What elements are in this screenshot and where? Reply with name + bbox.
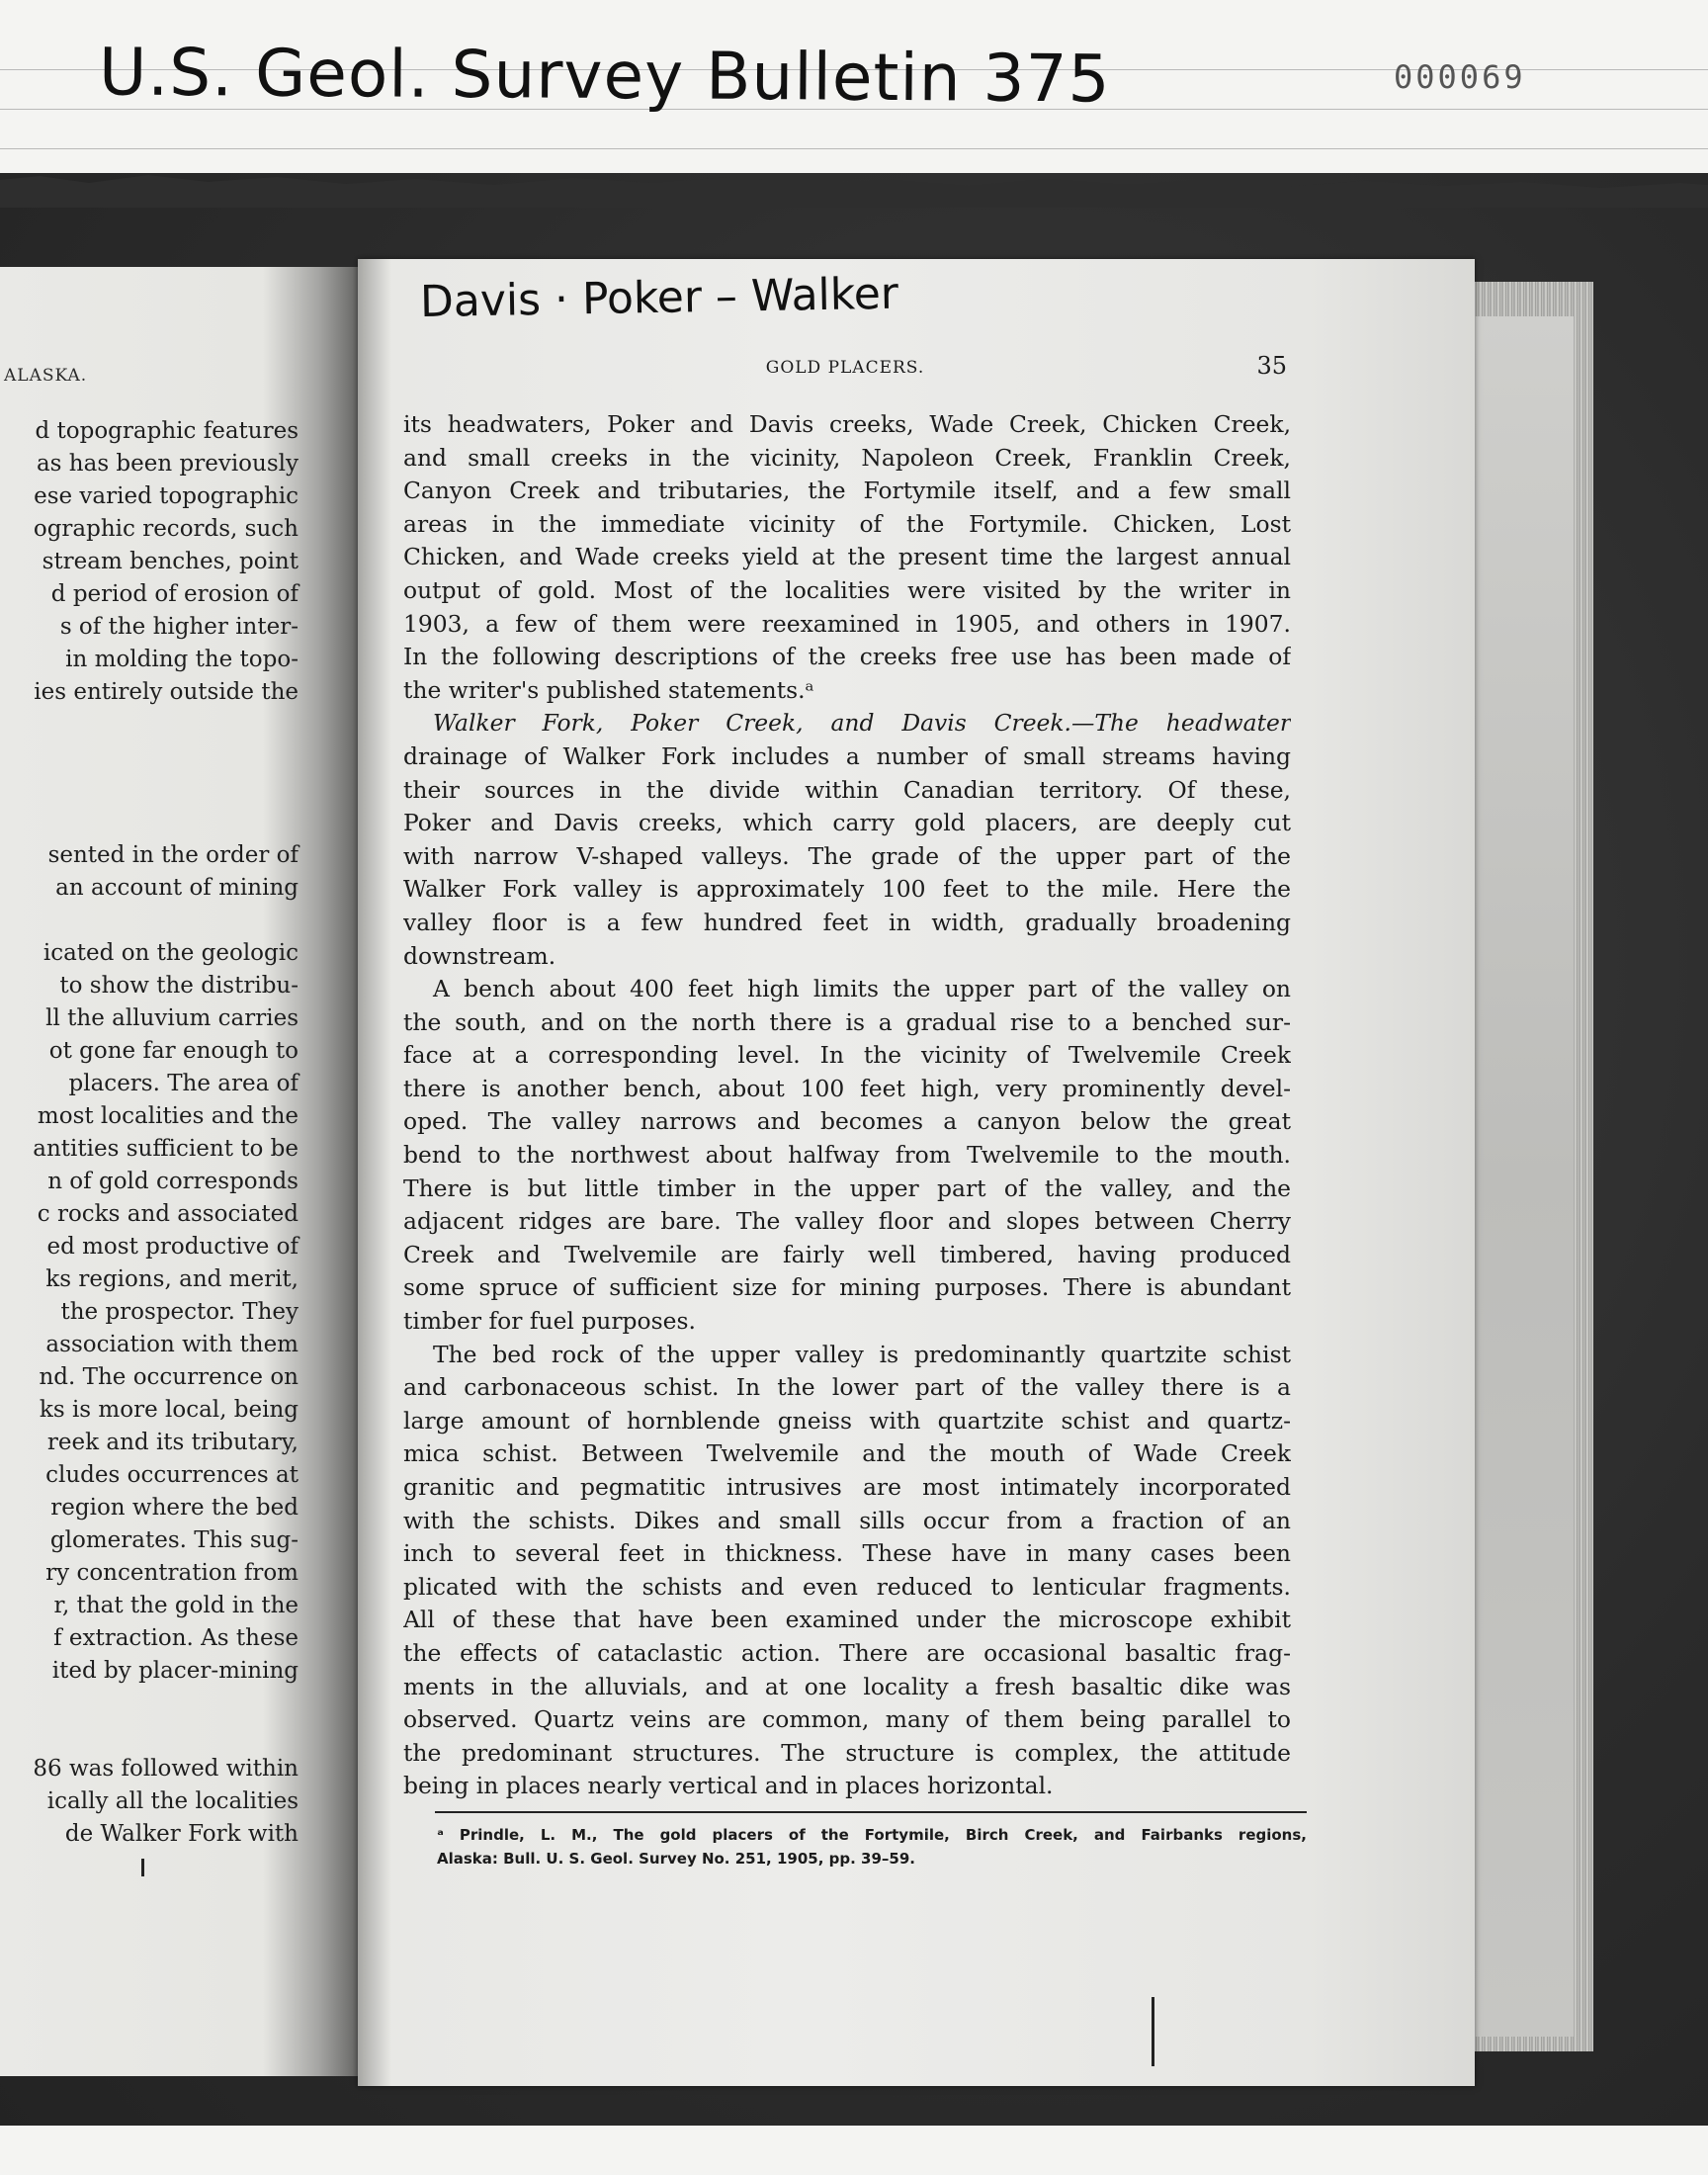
left-page-line: ot gone far enough to [48, 1038, 299, 1064]
left-page-line: in molding the topo- [65, 647, 299, 672]
left-page-line: stream benches, point [42, 549, 299, 574]
left-page-line: ry concentration from [45, 1560, 299, 1586]
left-page-line: an account of mining [55, 875, 299, 901]
text-line: face at a corresponding level. In the vicinity of Twelvemile Creek [403, 1041, 1291, 1070]
left-page-line: s of the higher inter- [59, 614, 299, 640]
text-line: output of gold. Most of the localities were visited by the writer in [403, 575, 1291, 604]
text-line: adjacent ridges are bare. The valley floor and slopes between Cherry [403, 1207, 1291, 1236]
text-line: with the schists. Dikes and small sills occur from a fraction of an [403, 1506, 1291, 1534]
text-line: the effects of cataclastic action. There are occasional basaltic frag- [403, 1638, 1291, 1667]
text-line: The bed rock of the upper valley is predominantly quartzite schist [433, 1340, 1291, 1368]
text-line: there is another bench, about 100 feet high, very prominently devel- [403, 1074, 1291, 1102]
left-page-text [0, 415, 299, 1851]
left-page-line: ll the alluvium carries [45, 1005, 299, 1031]
left-page-line: 86 was followed within [33, 1756, 299, 1782]
text-line: Canyon Creek and tributaries, the Fortymile itself, and a few small [403, 477, 1291, 505]
text-line: mica schist. Between Twelvemile and the mouth of Wade Creek [403, 1439, 1291, 1468]
torn-paper-edge [0, 158, 1708, 208]
text-line: large amount of hornblende gneiss with quartzite schist and quartz- [403, 1406, 1291, 1435]
left-page-line: ically all the localities [46, 1788, 299, 1814]
text-line: valley floor is a few hundred feet in width, gradually broadening [403, 908, 1291, 936]
left-page-line: d period of erosion of [50, 581, 299, 607]
stamp-number: 000069 [1394, 58, 1526, 96]
paragraph [403, 973, 1291, 1339]
text-line: its headwaters, Poker and Davis creeks, Wade Creek, Chicken Creek, [403, 410, 1291, 438]
footnote-line: ᵃ Prindle, L. M., The gold placers of the Fortymile, Birch Creek, and Fairbanks regions, [437, 1826, 1307, 1844]
left-page-line: c rocks and associated [37, 1201, 299, 1227]
left-page-line: ks regions, and merit, [45, 1266, 299, 1292]
text-line: All of these that have been examined under the microscope exhibit [403, 1606, 1291, 1634]
handwritten-title: U.S. Geol. Survey Bulletin 375 [98, 34, 1111, 118]
body-text [403, 408, 1291, 1803]
left-page-line: icated on the geologic [43, 940, 299, 966]
left-page-line: reek and its tributary, [46, 1430, 299, 1455]
paragraph [403, 1339, 1291, 1803]
footnote [437, 1823, 1307, 1870]
footnote-line: Alaska: Bull. U. S. Geol. Survey No. 251, 1905, pp. 39–59. [437, 1850, 915, 1868]
handwritten-subject: Davis · Poker – Walker [419, 268, 899, 328]
text-line: granitic and pegmatitic intrusives are most intimately incorporated [403, 1473, 1291, 1501]
left-page-line [0, 905, 299, 937]
paragraph [403, 707, 1291, 973]
left-page-line: ks is more local, being [39, 1397, 299, 1423]
left-page-line: region where the bed [50, 1495, 299, 1521]
text-line: ments in the alluvials, and at one locality a fresh basaltic dike was [403, 1672, 1291, 1700]
text-line: the south, and on the north there is a gradual rise to a benched sur- [403, 1007, 1291, 1036]
text-line: the writer's published statements.ᵃ [403, 675, 814, 704]
left-page-line: the prospector. They [60, 1299, 299, 1325]
left-page-line: to show the distribu- [59, 973, 299, 999]
text-line: areas in the immediate vicinity of the Fortymile. Chicken, Lost [403, 509, 1291, 538]
text-line: their sources in the divide within Canadian territory. Of these, [403, 775, 1291, 804]
text-line: Chicken, and Wade creeks yield at the present time the largest annual [403, 543, 1291, 571]
text-line: inch to several feet in thickness. These have in many cases been [403, 1539, 1291, 1568]
text-line: Walker Fork valley is approximately 100 feet to the mile. Here the [403, 875, 1291, 904]
left-page-line: n of gold corresponds [47, 1169, 299, 1194]
footnote-rule [435, 1811, 1307, 1813]
text-line: drainage of Walker Fork includes a number of small streams having [403, 741, 1291, 770]
left-page-line: ies entirely outside the [34, 679, 299, 705]
left-page-line: cludes occurrences at [45, 1462, 299, 1488]
text-line: the predominant structures. The structure is complex, the attitude [403, 1738, 1291, 1767]
left-page-line: ited by placer-mining [51, 1658, 299, 1684]
running-head: GOLD PLACERS. [765, 358, 925, 378]
text-line: plicated with the schists and even reduced to lenticular fragments. [403, 1572, 1291, 1601]
text-line: timber for fuel purposes. [403, 1307, 696, 1336]
text-line: with narrow V-shaped valleys. The grade of the upper part of the [403, 841, 1291, 870]
book-page-block [1465, 316, 1574, 2037]
text-line: observed. Quartz veins are common, many of them being parallel to [403, 1705, 1291, 1734]
text-line: bend to the northwest about halfway from Twelvemile to the mouth. [403, 1141, 1291, 1170]
page-number: 35 [1256, 352, 1287, 380]
left-page-line: ese varied topographic [34, 483, 299, 509]
left-running-head: ALASKA. [4, 366, 88, 386]
pen-mark [1152, 1997, 1154, 2066]
paragraph [403, 408, 1291, 707]
text-line: downstream. [403, 941, 556, 970]
left-page-line: glomerates. This sug- [49, 1527, 299, 1553]
left-page-line: ed most productive of [46, 1234, 299, 1260]
left-page-line: as has been previously [36, 451, 299, 477]
left-page-line [0, 709, 299, 741]
left-page-line [0, 807, 299, 839]
left-page-line: de Walker Fork with [64, 1821, 299, 1847]
left-page-line: f extraction. As these [53, 1625, 299, 1651]
left-page-line [0, 1720, 299, 1753]
left-page-line [0, 741, 299, 774]
left-page-line: d topographic features [35, 418, 299, 444]
left-page-line: r, that the gold in the [53, 1593, 299, 1618]
left-page-line [0, 1688, 299, 1720]
ruled-line [0, 148, 1708, 149]
text-line: Creek and Twelvemile are fairly well timbered, having produced [403, 1240, 1291, 1268]
left-page-line [0, 774, 299, 807]
left-page-line: ographic records, such [33, 516, 299, 542]
left-page [0, 267, 376, 2076]
text-line: and carbonaceous schist. In the lower part of the valley there is a [403, 1373, 1291, 1402]
left-page-line: association with them [45, 1332, 299, 1357]
text-line: some spruce of sufficient size for mining purposes. There is abundant [403, 1273, 1291, 1302]
text-line: There is but little timber in the upper part of the valley, and the [403, 1174, 1291, 1202]
pen-mark [141, 1859, 144, 1876]
left-page-line: sented in the order of [47, 842, 299, 868]
left-page-line: antities sufficient to be [33, 1136, 299, 1162]
left-page-line: placers. The area of [68, 1071, 299, 1096]
text-line: In the following descriptions of the creeks free use has been made of [403, 643, 1291, 671]
text-line: Walker Fork, Poker Creek, and Davis Creek.—The headwater [433, 709, 1291, 738]
text-line: A bench about 400 feet high limits the upper part of the valley on [433, 975, 1291, 1003]
text-line: Poker and Davis creeks, which carry gold placers, are deeply cut [403, 809, 1291, 837]
left-page-line: nd. The occurrence on [39, 1364, 299, 1390]
text-line: oped. The valley narrows and becomes a canyon below the great [403, 1107, 1291, 1136]
bottom-paper-strip [0, 2126, 1708, 2175]
text-line: 1903, a few of them were reexamined in 1905, and others in 1907. [403, 609, 1291, 638]
left-page-line: most localities and the [37, 1103, 299, 1129]
text-line: and small creeks in the vicinity, Napoleon Creek, Franklin Creek, [403, 443, 1291, 472]
text-line: being in places nearly vertical and in places horizontal. [403, 1772, 1054, 1800]
